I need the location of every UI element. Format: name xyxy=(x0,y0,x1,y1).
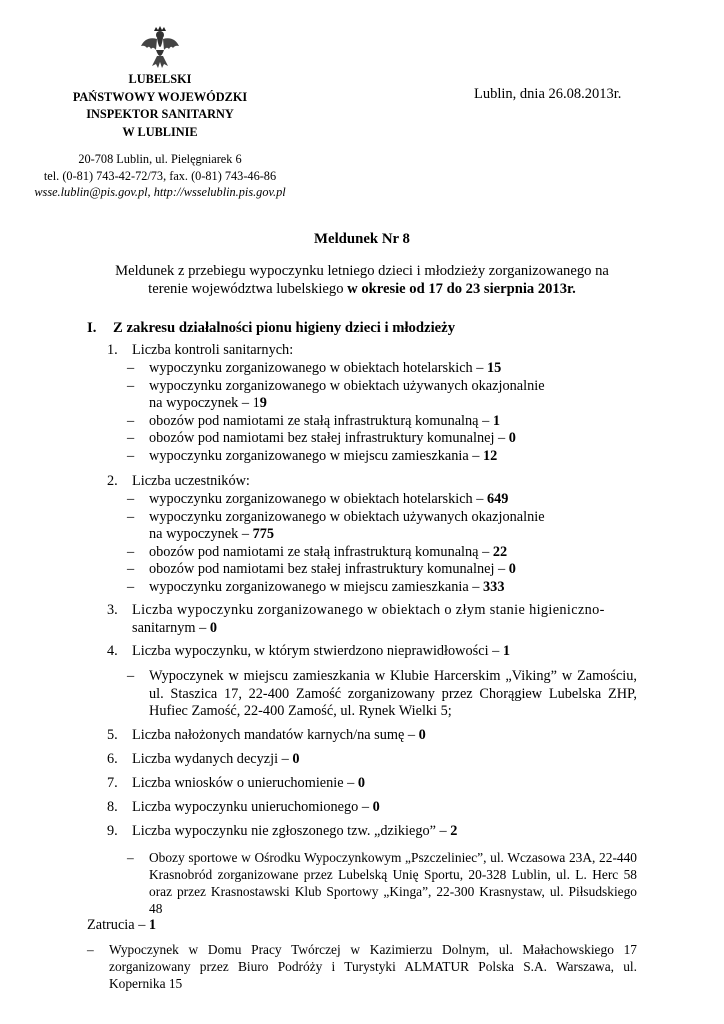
list-item xyxy=(127,849,637,917)
dash-bullet: – xyxy=(127,377,135,394)
item-9-detail xyxy=(127,849,637,917)
item-text: Liczba nałożonych mandatów karnych/na sumę – xyxy=(132,727,419,743)
email-website: wsse.lublin@pis.gov.pl, http://wsselublin.pis.gov.pl xyxy=(34,185,286,199)
item-text: Liczba wypoczynku unieruchomionego – xyxy=(132,799,373,815)
row-text: wypoczynku zorganizowanego w miejscu zamieszkania – xyxy=(149,447,484,464)
row-value: 333 xyxy=(483,578,505,595)
row-text: wypoczynku zorganizowanego w obiektach hotelarskich – xyxy=(149,491,487,507)
institution-line: W LUBLINIE xyxy=(122,124,198,139)
item-7 xyxy=(107,775,365,793)
item-number: 1. xyxy=(107,342,118,358)
item-number: 4. xyxy=(107,643,118,659)
item-3-text: Liczba wypoczynku zorganizowanego w obiektach o złym stanie higieniczno- xyxy=(132,602,605,618)
list-item xyxy=(127,509,587,544)
item-value: 2 xyxy=(450,823,458,839)
item-8 xyxy=(107,799,380,817)
item-6 xyxy=(107,751,300,769)
item-text: Liczba wydanych decyzji – xyxy=(132,751,293,767)
item-3-value: 0 xyxy=(209,619,217,636)
list-item xyxy=(87,941,637,992)
section-number: I. xyxy=(87,320,97,336)
dash-bullet: – xyxy=(127,561,135,578)
document-subtitle xyxy=(60,262,664,298)
item-4-detail xyxy=(127,668,637,721)
row-text: obozów pod namiotami ze stałą infrastrukturą komunalną – xyxy=(149,543,493,560)
item-value: 1 xyxy=(502,643,510,659)
eagle-emblem-icon xyxy=(140,26,180,70)
poisonings-value: 1 xyxy=(148,917,157,933)
list-item xyxy=(127,561,587,579)
row-text-cont: na wypoczynek – 1 xyxy=(149,395,260,412)
poisonings-label: Zatrucia – xyxy=(87,917,149,933)
dash-bullet: – xyxy=(127,447,135,464)
institution-address xyxy=(20,151,300,201)
detail-text: Wypoczynek w Domu Pracy Twórczej w Kazimierzu Dolnym, ul. Małachowskiego 17 zorganizowany przez Biuro Podróży i Turystyki ALMATUR Polska S.A. Warszawa, ul. Kopernika 15 xyxy=(109,942,637,991)
list-item xyxy=(127,544,587,562)
row-text: obozów pod namiotami bez stałej infrastruktury komunalnej – xyxy=(149,561,509,578)
list-item xyxy=(127,360,587,378)
institution-line: PAŃSTWOWY WOJEWÓDZKI xyxy=(72,89,248,104)
poisonings-heading xyxy=(87,917,156,935)
row-text: obozów pod namiotami ze stałą infrastrukturą komunalną – xyxy=(149,412,493,429)
subtitle-line-1: Meldunek z przebiegu wypoczynku letniego dzieci i młodzieży zorganizowanego na xyxy=(115,263,609,279)
dash-bullet: – xyxy=(127,543,135,560)
dash-bullet: – xyxy=(127,578,135,595)
row-value: 9 xyxy=(259,395,267,412)
row-value: 1 xyxy=(492,412,500,429)
item-1-heading xyxy=(107,342,293,360)
item-3-text-2: sanitarnym – xyxy=(132,619,210,636)
item-number: 2. xyxy=(107,473,118,489)
item-number: 5. xyxy=(107,727,118,743)
list-item xyxy=(127,378,587,413)
institution-line: LUBELSKI xyxy=(128,72,192,86)
item-number: 9. xyxy=(107,823,118,839)
item-5 xyxy=(107,727,426,745)
row-text: wypoczynku zorganizowanego w miejscu zamieszkania – xyxy=(149,578,484,595)
row-value: 22 xyxy=(492,543,508,560)
institution-name xyxy=(30,71,290,141)
dash-bullet: – xyxy=(127,491,135,507)
item-3 xyxy=(107,602,637,637)
row-text: wypoczynku zorganizowanego w obiektach używanych okazjonalnie xyxy=(149,377,545,394)
dash-bullet: – xyxy=(127,668,135,684)
item-text: Liczba wypoczynku, w którym stwierdzono nieprawidłowości – xyxy=(132,643,503,659)
dash-bullet: – xyxy=(127,430,135,447)
row-value: 0 xyxy=(508,561,516,578)
dash-bullet: – xyxy=(127,360,135,376)
item-value: 0 xyxy=(357,775,366,791)
detail-text: Obozy sportowe w Ośrodku Wypoczynkowym „Pszczeliniec”, ul. Wczasowa 23A, 22-440 Krasnobród zorganizowane przez Lubelską Unię Sportu, 20-328 Lublin, ul. L. Herc 58 oraz przez Krasnostawski Klub Sportowy „Kinga”, 22-300 Krasnystaw, ul. Piłsudskiego 48 xyxy=(149,850,637,916)
section-heading xyxy=(87,320,455,337)
row-value: 0 xyxy=(508,430,516,447)
dash-bullet: – xyxy=(127,412,135,429)
item-value: 0 xyxy=(372,799,380,815)
row-text: obozów pod namiotami bez stałej infrastruktury komunalnej – xyxy=(149,430,509,447)
row-text-cont: na wypoczynek – xyxy=(149,526,253,543)
detail-text: Wypoczynek w miejscu zamieszkania w Klubie Harcerskim „Viking” w Zamościu, ul. Staszica 17, 22-400 Zamość zorganizowany przez Chorągiew Lubelska ZHP, Hufiec Zamość, 22-400 Zamość, ul. Rynek Wielki 5; xyxy=(149,668,637,720)
phone-fax: tel. (0-81) 743-42-72/73, fax. (0-81) 743-46-86 xyxy=(43,168,277,183)
institution-line: INSPEKTOR SANITARNY xyxy=(86,107,234,122)
item-text: Liczba wniosków o unieruchomienie – xyxy=(132,775,358,791)
subtitle-line-2 xyxy=(60,280,664,298)
row-value: 12 xyxy=(483,447,498,464)
row-text: wypoczynku zorganizowanego w obiektach hotelarskich – xyxy=(149,360,487,376)
item-number: 7. xyxy=(107,775,118,791)
street-address: 20-708 Lublin, ul. Pielęgniarek 6 xyxy=(78,152,242,166)
subtitle-period: w okresie od 17 do 23 sierpnia 2013r. xyxy=(347,281,576,297)
list-item xyxy=(127,413,587,431)
section-title: Z zakresu działalności pionu higieny dzieci i młodzieży xyxy=(113,320,456,336)
poisonings-detail xyxy=(87,941,637,992)
item-2-heading xyxy=(107,473,250,491)
subtitle-region: terenie województwa lubelskiego xyxy=(148,281,348,297)
item-4 xyxy=(107,643,510,661)
item-3-text-cont xyxy=(132,620,637,638)
row-text: wypoczynku zorganizowanego w obiektach używanych okazjonalnie xyxy=(149,508,545,525)
item-label: Liczba kontroli sanitarnych: xyxy=(132,342,294,358)
row-value: 775 xyxy=(252,526,275,543)
item-3-body xyxy=(107,602,637,637)
list-item xyxy=(127,430,587,448)
item-9 xyxy=(107,823,457,841)
document-title: Meldunek Nr 8 xyxy=(314,231,410,247)
item-text: Liczba wypoczynku nie zgłoszonego tzw. „dzikiego” – xyxy=(132,823,451,839)
item-number: 6. xyxy=(107,751,118,767)
item-value: 0 xyxy=(418,727,426,743)
list-item xyxy=(127,448,587,466)
list-item xyxy=(127,491,587,509)
item-2-list xyxy=(127,491,587,597)
dash-bullet: – xyxy=(127,850,134,865)
list-item xyxy=(127,668,637,721)
row-value: 649 xyxy=(487,491,509,507)
item-label: Liczba uczestników: xyxy=(132,473,250,489)
dash-bullet: – xyxy=(87,942,94,957)
item-number: 8. xyxy=(107,799,118,815)
item-value: 0 xyxy=(292,751,300,767)
document-date: Lublin, dnia 26.08.2013r. xyxy=(474,86,622,102)
item-1-list xyxy=(127,360,587,466)
row-value: 15 xyxy=(487,360,502,376)
dash-bullet: – xyxy=(127,508,135,525)
item-number: 3. xyxy=(107,602,118,618)
list-item xyxy=(127,579,587,597)
